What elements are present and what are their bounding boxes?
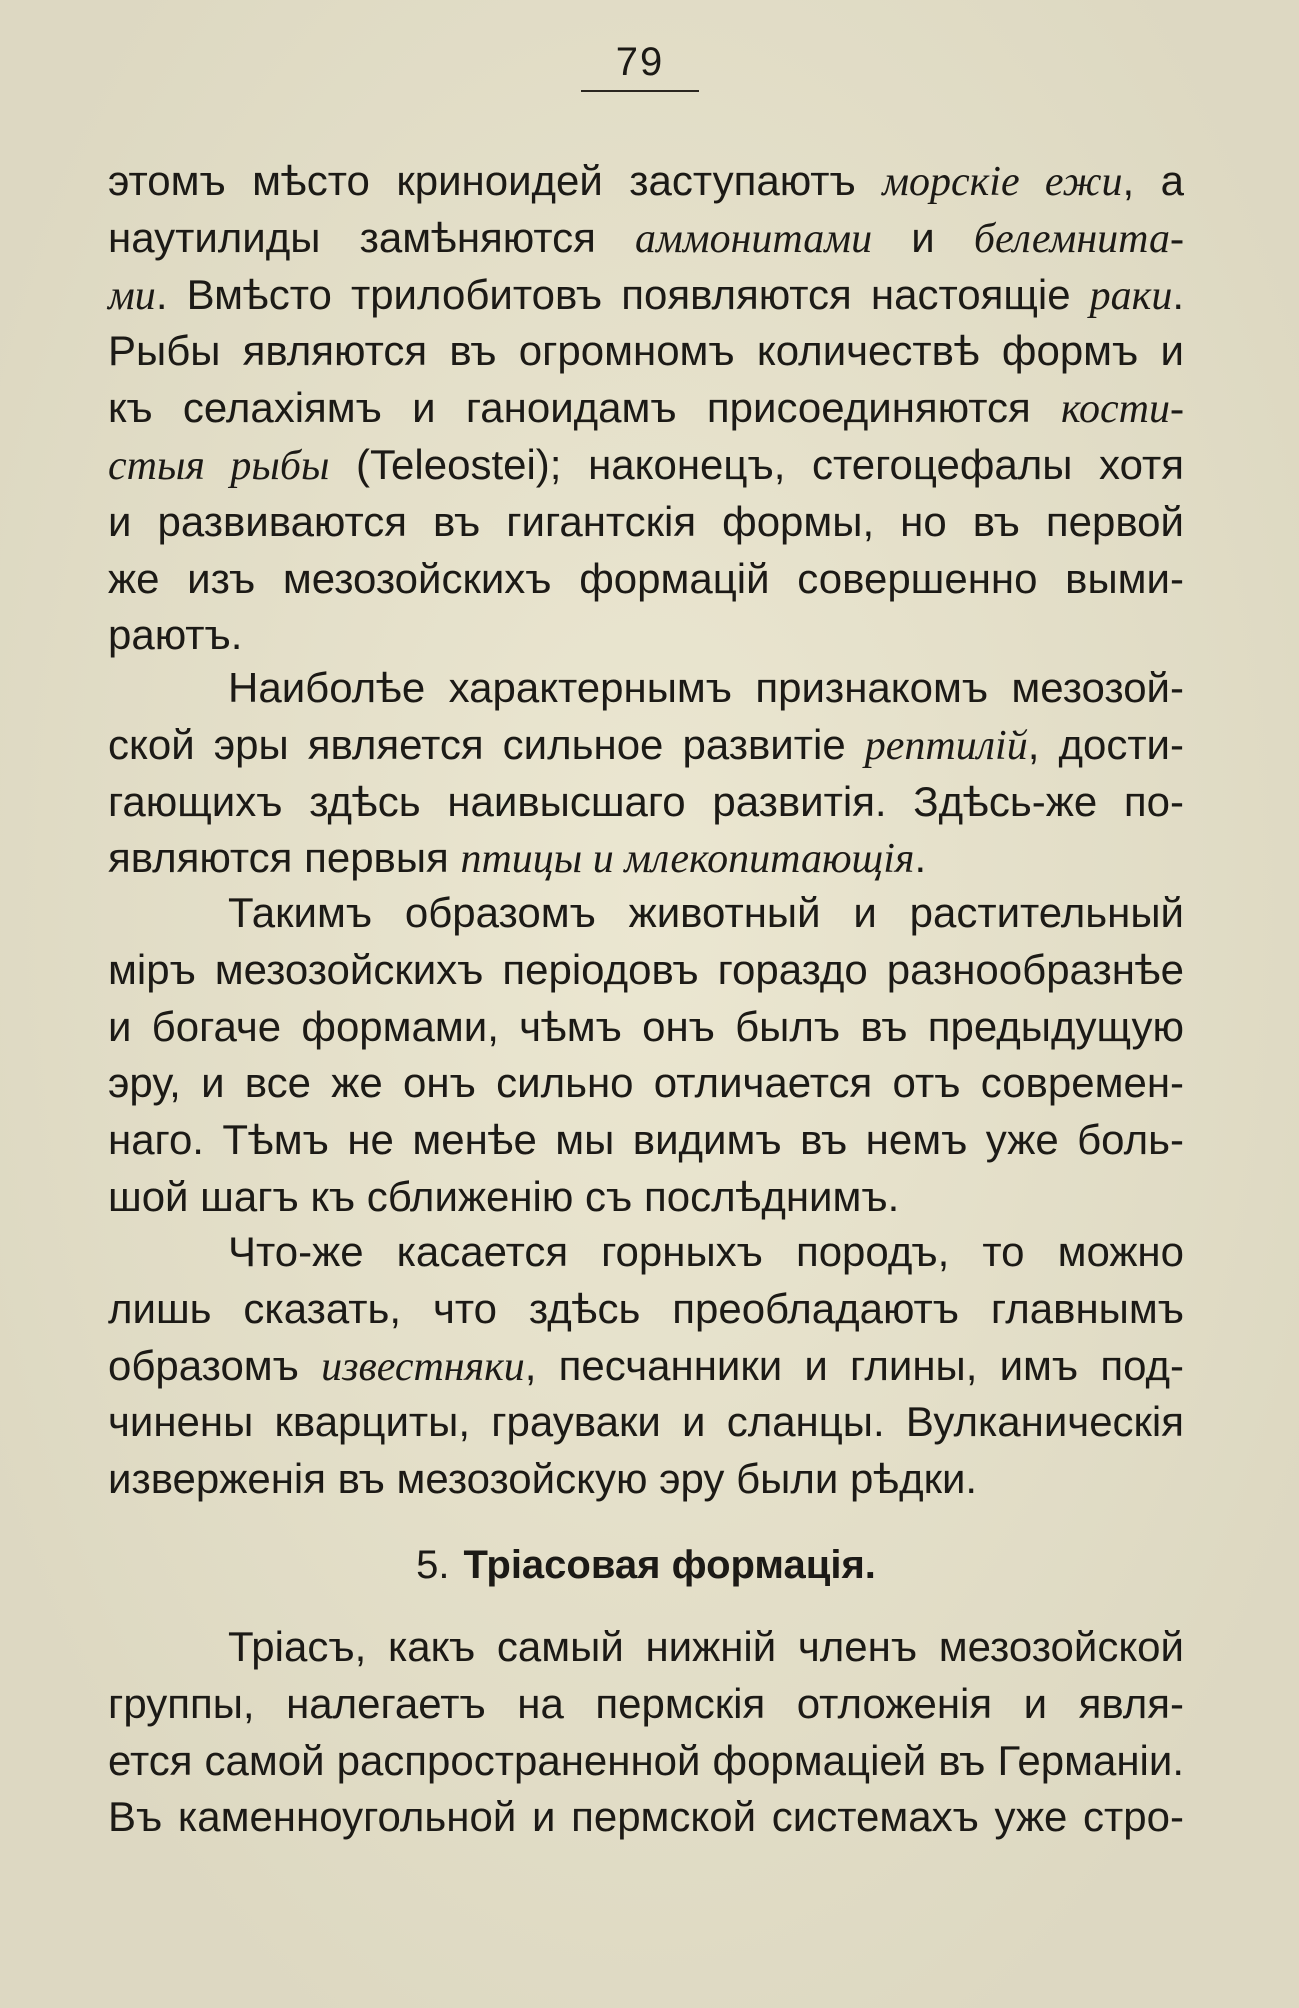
emphasized-term: ми	[108, 272, 156, 319]
text-run: къ селахіямъ и ганоидамъ присоединяются	[108, 384, 1061, 432]
header-rule	[581, 90, 699, 92]
text-run: изверженія въ мезозойскую эру были рѣдки.	[108, 1455, 978, 1503]
emphasized-term: стыя рыбы	[108, 442, 330, 489]
text-run: .	[1172, 270, 1184, 318]
text-run: , песчанники и глины, имъ под-	[524, 1341, 1184, 1389]
emphasized-term: раки	[1089, 272, 1173, 319]
text-run: являются первыя	[108, 834, 461, 882]
text-line	[108, 942, 1184, 999]
text-run: шой шагъ къ сближенію съ послѣднимъ.	[108, 1172, 900, 1220]
text-run: ется самой распространенной формаціей въ Германіи.	[108, 1736, 1184, 1784]
emphasized-term: кости-	[1060, 386, 1184, 433]
text-run: Въ каменноугольной и пермской системахъ уже стро-	[108, 1793, 1184, 1841]
page-header	[580, 38, 700, 92]
text-run: чинены кварциты, грауваки и сланцы. Вулканическія	[108, 1398, 1184, 1446]
text-line	[108, 830, 1184, 887]
emphasized-term: морскіе ежи	[882, 159, 1123, 205]
section-number: 5.	[416, 1543, 450, 1587]
text-line	[108, 1733, 1184, 1790]
text-run: . Вмѣсто трилобитовъ появляются настоящіе	[155, 270, 1090, 318]
text-run: Такимъ образомъ животный и растительный	[228, 889, 1184, 936]
text-line	[108, 1676, 1184, 1733]
text-line	[108, 1451, 1184, 1508]
text-line	[108, 437, 1184, 494]
paragraph-4	[108, 1224, 1184, 1508]
text-run: .	[914, 834, 927, 882]
text-run: Наиболѣе характернымъ признакомъ мезозой-	[228, 664, 1184, 711]
text-run: же изъ мезозойскихъ формацій совершенно выми-	[108, 554, 1184, 602]
text-line	[108, 1281, 1184, 1338]
text-line	[108, 1619, 1184, 1676]
text-line	[108, 153, 1184, 210]
text-run: міръ мезозойскихъ періодовъ гораздо разнообразнѣе	[108, 945, 1184, 993]
text-run: лишь сказать, что здѣсь преобладаютъ главнымъ	[108, 1284, 1184, 1332]
text-run: наго. Тѣмъ не менѣе мы видимъ въ немъ уже боль-	[108, 1116, 1184, 1164]
emphasized-term: белемнита-	[973, 215, 1184, 262]
text-run: наутилиды замѣняются	[108, 213, 635, 261]
text-run: Тріасъ, какъ самый нижній членъ мезозойской	[228, 1623, 1184, 1670]
text-line	[108, 267, 1184, 324]
paragraph-3	[108, 885, 1184, 1226]
text-line	[108, 774, 1184, 831]
text-run: группы, налегаетъ на пермскія отложенія и явля-	[108, 1679, 1184, 1727]
emphasized-term: птицы и млекопитающія	[460, 836, 915, 883]
page-number: 79	[615, 40, 665, 84]
text-line	[108, 380, 1184, 437]
text-run: образомъ	[108, 1341, 322, 1389]
text-run: эру, и все же онъ сильно отличается отъ современ-	[108, 1059, 1184, 1107]
text-line	[108, 717, 1184, 774]
emphasized-term: рептилій	[864, 722, 1028, 769]
text-run: этомъ мѣсто криноидей заступаютъ	[108, 157, 883, 204]
text-run: гающихъ здѣсь наивысшаго развитія. Здѣсь-же по-	[108, 777, 1184, 825]
text-line	[108, 1789, 1184, 1846]
text-line	[108, 1394, 1184, 1451]
text-line	[108, 885, 1184, 942]
text-run: и	[872, 213, 974, 261]
text-run: и богаче формами, чѣмъ онъ былъ въ предыдущую	[108, 1002, 1184, 1050]
section-heading	[108, 1540, 1184, 1590]
paragraph-1	[108, 153, 1184, 664]
text-run: ской эры является сильное развитіе	[108, 720, 865, 768]
emphasized-term: известняки	[321, 1343, 525, 1390]
text-line	[108, 494, 1184, 551]
section-paragraph	[108, 1619, 1184, 1846]
text-line	[108, 551, 1184, 608]
section-title: Тріасовая формація.	[463, 1543, 876, 1587]
text-line	[108, 1055, 1184, 1112]
text-run: (Teleostei); наконецъ, стегоцефалы хотя	[329, 440, 1184, 488]
text-run: , дости-	[1027, 720, 1185, 768]
text-line	[108, 607, 1184, 664]
text-run: и развиваются въ гигантскія формы, но въ первой	[108, 497, 1184, 545]
text-line	[108, 660, 1184, 717]
text-line	[108, 1224, 1184, 1281]
text-run: Что-же касается горныхъ породъ, то можно	[228, 1228, 1184, 1275]
text-run: , а	[1122, 157, 1184, 204]
paragraph-2	[108, 660, 1184, 887]
text-line	[108, 999, 1184, 1056]
emphasized-term: аммонитами	[634, 215, 873, 262]
text-line	[108, 1338, 1184, 1395]
text-line	[108, 1169, 1184, 1226]
text-run: раютъ.	[108, 611, 243, 659]
text-line	[108, 323, 1184, 380]
text-line	[108, 1112, 1184, 1169]
text-run: Рыбы являются въ огромномъ количествѣ формъ и	[108, 327, 1184, 375]
text-line	[108, 210, 1184, 267]
